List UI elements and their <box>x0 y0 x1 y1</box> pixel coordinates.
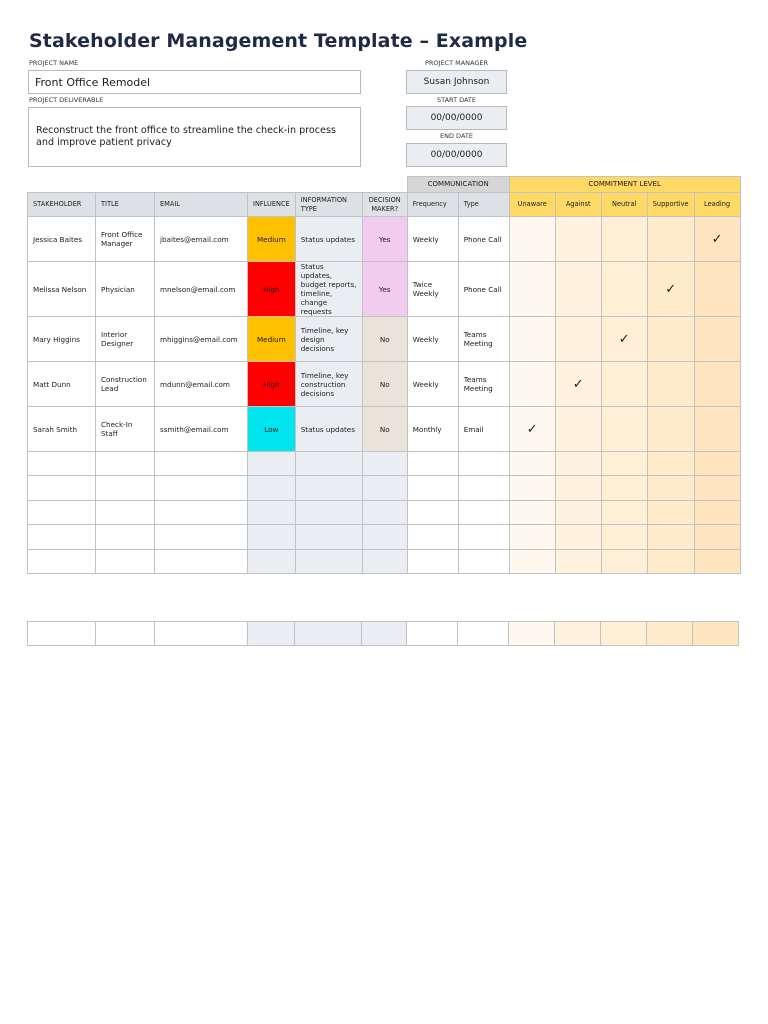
empty-cell[interactable] <box>407 525 458 549</box>
type-cell[interactable]: Teams Meeting <box>458 317 509 362</box>
empty-cell[interactable] <box>509 525 555 549</box>
empty-cell[interactable] <box>647 622 693 646</box>
empty-cell[interactable] <box>458 525 509 549</box>
empty-cell[interactable] <box>248 622 295 646</box>
empty-cell[interactable] <box>601 622 647 646</box>
col-header-info-type: INFORMATION TYPE <box>295 193 362 217</box>
stakeholder-name-cell[interactable]: Matt Dunn <box>28 362 96 407</box>
empty-cell[interactable] <box>96 452 155 476</box>
end-date-label: END DATE <box>440 132 473 140</box>
empty-cell[interactable] <box>647 549 694 573</box>
commitment-neutral-cell[interactable] <box>601 317 647 362</box>
type-cell[interactable]: Teams Meeting <box>458 362 509 407</box>
stakeholder-name-cell[interactable]: Sarah Smith <box>28 407 96 452</box>
empty-cell[interactable] <box>248 500 296 524</box>
commitment-neutral-cell[interactable] <box>601 262 647 317</box>
col-header-email: EMAIL <box>155 193 248 217</box>
commitment-supportive-cell[interactable] <box>647 407 694 452</box>
empty-cell[interactable] <box>28 500 96 524</box>
empty-table-row[interactable] <box>28 549 741 573</box>
empty-cell[interactable] <box>248 549 296 573</box>
empty-cell[interactable] <box>96 500 155 524</box>
commitment-supportive-cell[interactable] <box>647 262 694 317</box>
stakeholder-name-cell[interactable]: Melissa Nelson <box>28 262 96 317</box>
empty-cell[interactable] <box>647 476 694 500</box>
project-name-label: PROJECT NAME <box>29 59 79 67</box>
empty-cell[interactable] <box>295 452 362 476</box>
influence-cell[interactable]: Low <box>248 407 296 452</box>
table-row[interactable] <box>28 262 741 317</box>
extra-empty-row-table <box>27 621 739 646</box>
empty-cell[interactable] <box>362 500 407 524</box>
type-cell[interactable]: Phone Call <box>458 217 509 262</box>
col-header-decision-maker: DECISION MAKER? <box>362 193 407 217</box>
title-cell[interactable]: Front Office Manager <box>96 217 155 262</box>
commitment-leading-cell[interactable] <box>694 217 740 262</box>
empty-cell[interactable] <box>694 525 740 549</box>
empty-cell[interactable] <box>601 452 647 476</box>
influence-cell[interactable]: Medium <box>248 217 296 262</box>
empty-cell[interactable] <box>28 622 96 646</box>
col-header-neutral: Neutral <box>601 193 647 217</box>
empty-cell[interactable] <box>295 622 362 646</box>
empty-cell[interactable] <box>362 525 407 549</box>
empty-cell[interactable] <box>155 500 248 524</box>
empty-cell[interactable] <box>155 549 248 573</box>
empty-cell[interactable] <box>295 500 362 524</box>
column-header-row <box>28 193 741 217</box>
empty-cell[interactable] <box>96 476 155 500</box>
empty-table-row[interactable] <box>28 476 741 500</box>
table-row[interactable] <box>28 407 741 452</box>
info-type-cell[interactable]: Status updates <box>295 407 362 452</box>
email-cell[interactable]: mnelson@email.com <box>155 262 248 317</box>
empty-cell[interactable] <box>555 476 601 500</box>
empty-cell[interactable] <box>601 525 647 549</box>
commitment-supportive-cell[interactable] <box>647 217 694 262</box>
commitment-leading-cell[interactable] <box>694 407 740 452</box>
communication-group-header: COMMUNICATION <box>407 177 509 193</box>
col-header-unaware: Unaware <box>509 193 555 217</box>
empty-cell[interactable] <box>407 500 458 524</box>
influence-cell[interactable]: High <box>248 262 296 317</box>
project-deliverable-label: PROJECT DELIVERABLE <box>29 96 104 104</box>
col-header-title: TITLE <box>96 193 155 217</box>
empty-cell[interactable] <box>458 452 509 476</box>
empty-cell[interactable] <box>295 476 362 500</box>
commitment-against-cell[interactable] <box>555 317 601 362</box>
frequency-cell[interactable]: Weekly <box>407 362 458 407</box>
title-cell[interactable]: Interior Designer <box>96 317 155 362</box>
email-cell[interactable]: ssmith@email.com <box>155 407 248 452</box>
frequency-cell[interactable]: Monthly <box>407 407 458 452</box>
empty-cell[interactable] <box>555 549 601 573</box>
influence-cell[interactable]: Medium <box>248 317 296 362</box>
empty-cell[interactable] <box>362 549 407 573</box>
empty-cell[interactable] <box>694 549 740 573</box>
checkmark-icon: ✓ <box>526 421 538 437</box>
project-deliverable-field[interactable]: Reconstruct the front office to streamline the check-in process and improve patient privacy <box>28 107 361 167</box>
info-type-cell[interactable]: Timeline, key design decisions <box>295 317 362 362</box>
col-header-stakeholder: STAKEHOLDER <box>28 193 96 217</box>
frequency-cell[interactable]: Weekly <box>407 317 458 362</box>
empty-cell[interactable] <box>248 476 296 500</box>
stakeholder-table <box>27 176 741 574</box>
decision-maker-cell[interactable]: Yes <box>362 217 407 262</box>
commitment-unaware-cell[interactable] <box>509 407 555 452</box>
col-header-supportive: Supportive <box>647 193 694 217</box>
col-header-type: Type <box>458 193 509 217</box>
empty-cell[interactable] <box>647 452 694 476</box>
empty-cell[interactable] <box>693 622 739 646</box>
empty-cell[interactable] <box>96 549 155 573</box>
empty-cell[interactable] <box>509 549 555 573</box>
page-title: Stakeholder Management Template – Example <box>29 30 528 52</box>
empty-table-row[interactable] <box>28 622 739 646</box>
empty-cell[interactable] <box>694 500 740 524</box>
empty-cell[interactable] <box>509 476 555 500</box>
commitment-leading-cell[interactable] <box>694 362 740 407</box>
empty-cell[interactable] <box>28 452 96 476</box>
empty-cell[interactable] <box>458 500 509 524</box>
frequency-cell[interactable]: Weekly <box>407 217 458 262</box>
info-type-cell[interactable]: Timeline, key construction decisions <box>295 362 362 407</box>
commitment-unaware-cell[interactable] <box>509 262 555 317</box>
empty-cell[interactable] <box>362 622 407 646</box>
decision-maker-cell[interactable]: No <box>362 407 407 452</box>
project-manager-label: PROJECT MANAGER <box>424 59 489 67</box>
empty-cell[interactable] <box>362 452 407 476</box>
start-date-label: START DATE <box>436 96 477 104</box>
empty-cell[interactable] <box>509 500 555 524</box>
group-header-row <box>28 177 741 193</box>
empty-cell[interactable] <box>601 476 647 500</box>
info-type-cell[interactable]: Status updates, budget reports, timeline, change requests <box>295 262 362 317</box>
empty-cell[interactable] <box>407 476 458 500</box>
empty-cell[interactable] <box>248 525 296 549</box>
empty-cell[interactable] <box>458 549 509 573</box>
empty-table-row[interactable] <box>28 500 741 524</box>
start-date-field[interactable]: 00/00/0000 <box>406 106 507 130</box>
email-cell[interactable]: mhiggins@email.com <box>155 317 248 362</box>
col-header-leading: Leading <box>694 193 740 217</box>
empty-cell[interactable] <box>601 549 647 573</box>
empty-cell[interactable] <box>155 476 248 500</box>
decision-maker-cell[interactable]: Yes <box>362 262 407 317</box>
checkmark-icon: ✓ <box>618 331 630 347</box>
empty-cell[interactable] <box>694 476 740 500</box>
empty-cell[interactable] <box>96 525 155 549</box>
end-date-field[interactable]: 00/00/0000 <box>406 143 507 167</box>
checkmark-icon: ✓ <box>665 281 677 297</box>
empty-cell[interactable] <box>555 500 601 524</box>
commitment-against-cell[interactable] <box>555 407 601 452</box>
commitment-unaware-cell[interactable] <box>509 317 555 362</box>
commitment-neutral-cell[interactable] <box>601 217 647 262</box>
commitment-neutral-cell[interactable] <box>601 407 647 452</box>
email-cell[interactable]: jbaites@email.com <box>155 217 248 262</box>
title-cell[interactable]: Physician <box>96 262 155 317</box>
empty-cell[interactable] <box>96 622 155 646</box>
email-cell[interactable]: mdunn@email.com <box>155 362 248 407</box>
table-row[interactable] <box>28 317 741 362</box>
table-row[interactable] <box>28 362 741 407</box>
col-header-against: Against <box>555 193 601 217</box>
commitment-unaware-cell[interactable] <box>509 217 555 262</box>
empty-cell[interactable] <box>362 476 407 500</box>
checkmark-icon: ✓ <box>711 231 723 247</box>
empty-cell[interactable] <box>555 452 601 476</box>
frequency-cell[interactable]: Twice Weekly <box>407 262 458 317</box>
commitment-group-header: COMMITMENT LEVEL <box>509 177 740 193</box>
commitment-leading-cell[interactable] <box>694 262 740 317</box>
empty-cell[interactable] <box>458 622 509 646</box>
empty-cell[interactable] <box>155 525 248 549</box>
title-cell[interactable]: Check-In Staff <box>96 407 155 452</box>
commitment-unaware-cell[interactable] <box>509 362 555 407</box>
empty-cell[interactable] <box>155 452 248 476</box>
empty-cell[interactable] <box>248 452 296 476</box>
empty-cell[interactable] <box>647 525 694 549</box>
empty-cell[interactable] <box>555 622 601 646</box>
empty-cell[interactable] <box>295 549 362 573</box>
empty-cell[interactable] <box>155 622 248 646</box>
empty-cell[interactable] <box>647 500 694 524</box>
empty-cell[interactable] <box>28 476 96 500</box>
checkmark-icon: ✓ <box>572 376 584 392</box>
empty-cell[interactable] <box>28 525 96 549</box>
project-manager-field[interactable]: Susan Johnson <box>406 70 507 94</box>
empty-cell[interactable] <box>407 622 458 646</box>
type-cell[interactable]: Phone Call <box>458 262 509 317</box>
table-row[interactable] <box>28 217 741 262</box>
empty-cell[interactable] <box>601 500 647 524</box>
info-type-cell[interactable]: Status updates <box>295 217 362 262</box>
commitment-supportive-cell[interactable] <box>647 317 694 362</box>
commitment-against-cell[interactable] <box>555 217 601 262</box>
empty-cell[interactable] <box>694 452 740 476</box>
empty-cell[interactable] <box>28 549 96 573</box>
project-name-field[interactable]: Front Office Remodel <box>28 70 361 94</box>
empty-cell[interactable] <box>295 525 362 549</box>
commitment-supportive-cell[interactable] <box>647 362 694 407</box>
empty-table-row[interactable] <box>28 525 741 549</box>
influence-cell[interactable]: High <box>248 362 296 407</box>
decision-maker-cell[interactable]: No <box>362 317 407 362</box>
empty-table-row[interactable] <box>28 452 741 476</box>
empty-cell[interactable] <box>407 549 458 573</box>
commitment-against-cell[interactable] <box>555 362 601 407</box>
title-cell[interactable]: Construction Lead <box>96 362 155 407</box>
type-cell[interactable]: Email <box>458 407 509 452</box>
col-header-influence: INFLUENCE <box>248 193 296 217</box>
empty-cell[interactable] <box>509 622 555 646</box>
stakeholder-name-cell[interactable]: Mary Higgins <box>28 317 96 362</box>
commitment-against-cell[interactable] <box>555 262 601 317</box>
commitment-leading-cell[interactable] <box>694 317 740 362</box>
empty-cell[interactable] <box>555 525 601 549</box>
commitment-neutral-cell[interactable] <box>601 362 647 407</box>
col-header-frequency: Frequency <box>407 193 458 217</box>
empty-cell[interactable] <box>509 452 555 476</box>
empty-cell[interactable] <box>407 452 458 476</box>
stakeholder-name-cell[interactable]: Jessica Baites <box>28 217 96 262</box>
empty-cell[interactable] <box>458 476 509 500</box>
decision-maker-cell[interactable]: No <box>362 362 407 407</box>
